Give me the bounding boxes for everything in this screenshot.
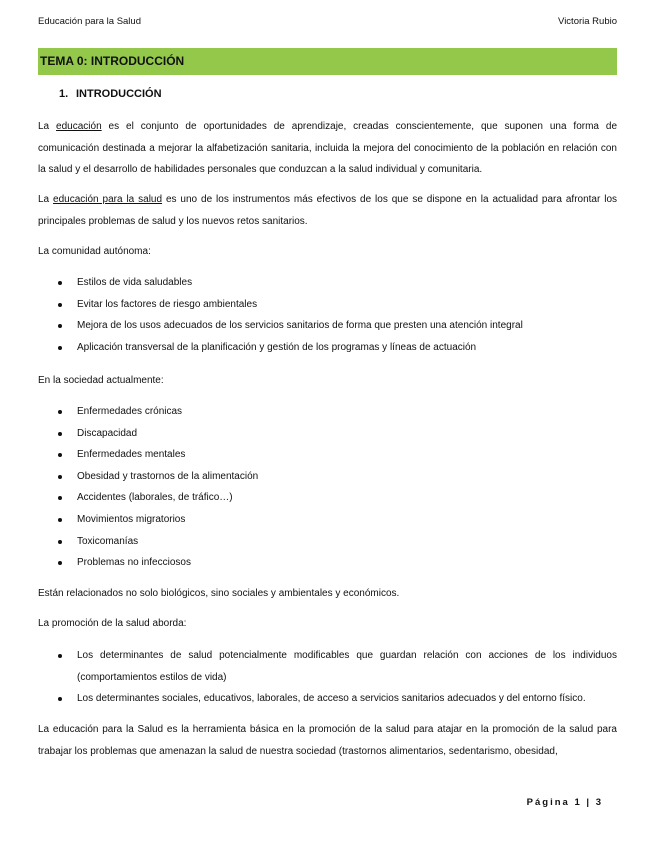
term-educacion-salud: educación para la salud (53, 194, 163, 205)
list-item (38, 645, 617, 688)
list-item (38, 401, 617, 423)
list-item-text: Mejora de los usos adecuados de los servicios sanitarios de forma que presten una atención integral (77, 320, 523, 332)
section-label: INTRODUCCIÓN (76, 88, 162, 100)
footer-separator: | (586, 797, 592, 808)
list-item (38, 552, 617, 574)
paragraph-community: La comunidad autónoma: (38, 246, 151, 257)
list-item (38, 509, 617, 531)
list-item (38, 423, 617, 445)
title-band (38, 48, 617, 75)
bullet-icon (58, 475, 62, 479)
bullet-icon (58, 303, 62, 307)
list-item (38, 444, 617, 466)
list-item (38, 487, 617, 509)
list-item-text: Aplicación transversal de la planificación y gestión de los programas y líneas de actuación (77, 341, 477, 353)
list-item-text: Estilos de vida saludables (77, 277, 193, 288)
term-educacion: educación (56, 121, 102, 132)
bullet-icon (58, 410, 62, 414)
p1-pre: La (38, 121, 57, 132)
list-item-text: Accidentes (laborales, de tráfico…) (77, 492, 233, 504)
list-item (38, 466, 617, 488)
paragraph-health-tool: La educación para la Salud es la herramienta básica en la promoción de la salud para atajar en la promoción de la salud para trabajar los problemas que amenazan la salud de nuestra sociedad (trastornos alimentarios, sedentarismo, obesidad, (38, 724, 617, 757)
paragraph-society: En la sociedad actualmente: (38, 375, 164, 386)
bullet-icon (58, 453, 62, 457)
bullet-icon (58, 654, 62, 658)
bullet-icon (58, 518, 62, 522)
section-number: 1. (59, 88, 69, 100)
list-item-text: Enfermedades mentales (77, 449, 186, 461)
footer-label: Página (526, 797, 570, 808)
header-course-title: Educación para la Salud (38, 16, 141, 27)
list-item-text: Los determinantes de salud potencialmente modificables que guardan relación con acciones de los individuos (comportamientos estilos de vida) (77, 650, 617, 683)
section-heading (59, 88, 162, 100)
bullet-icon (58, 697, 62, 701)
bullet-icon (58, 432, 62, 436)
list-item (38, 294, 617, 316)
list-society (38, 401, 617, 574)
list-community (38, 272, 617, 358)
list-item-text: Evitar los factores de riesgo ambientales (77, 298, 258, 310)
bullet-icon (58, 346, 62, 350)
bullet-icon (58, 496, 62, 500)
list-item-text: Movimientos migratorios (77, 513, 186, 525)
footer-page-number: 1 (574, 797, 582, 808)
list-item-text: Discapacidad (77, 427, 138, 439)
list-item-text: Los determinantes sociales, educativos, laborales, de acceso a servicios sanitarios adecuados y del entorno físico. (77, 693, 586, 704)
p2-pre: La (38, 194, 54, 205)
header-author: Victoria Rubio (558, 16, 617, 27)
chapter-title: TEMA 0: INTRODUCCIÓN (40, 54, 185, 68)
p1-post: es el conjunto de oportunidades de aprendizaje, creadas conscientemente, que suponen una forma de comunicación destinada a mejorar la alfabetización sanitaria, incluida la mejora del conocimiento de la población en relación con la salud y el desarrollo de habilidades personales que conduzcan a la salud individual y comunitaria. (38, 121, 618, 175)
list-promotion (38, 645, 617, 710)
list-item (38, 315, 617, 337)
list-item-text: Toxicomanías (77, 535, 139, 547)
list-item (38, 272, 617, 294)
footer-total-pages: 3 (595, 797, 603, 808)
document-page (38, 0, 617, 848)
paragraph-promotion: La promoción de la salud aborda: (38, 618, 187, 629)
bullet-icon (58, 281, 62, 285)
bullet-icon (58, 540, 62, 544)
bullet-icon (58, 324, 62, 328)
list-item (38, 337, 617, 359)
list-item-text: Obesidad y trastornos de la alimentación (77, 470, 259, 482)
p2-post: es uno de los instrumentos más efectivos de los que se dispone en la actualidad para afrontar los principales problemas de salud y los nuevos retos sanitarios. (38, 194, 617, 227)
list-item (38, 688, 617, 710)
list-item-text: Enfermedades crónicas (77, 406, 183, 417)
list-item (38, 531, 617, 553)
paragraph-determinants: Están relacionados no solo biológicos, sino sociales y ambientales y económicos. (38, 588, 400, 599)
paragraph-health-education (38, 189, 617, 232)
bullet-icon (58, 561, 62, 565)
paragraph-education-definition (38, 116, 617, 181)
list-item-text: Problemas no infecciosos (77, 557, 191, 569)
page-footer (527, 797, 603, 808)
